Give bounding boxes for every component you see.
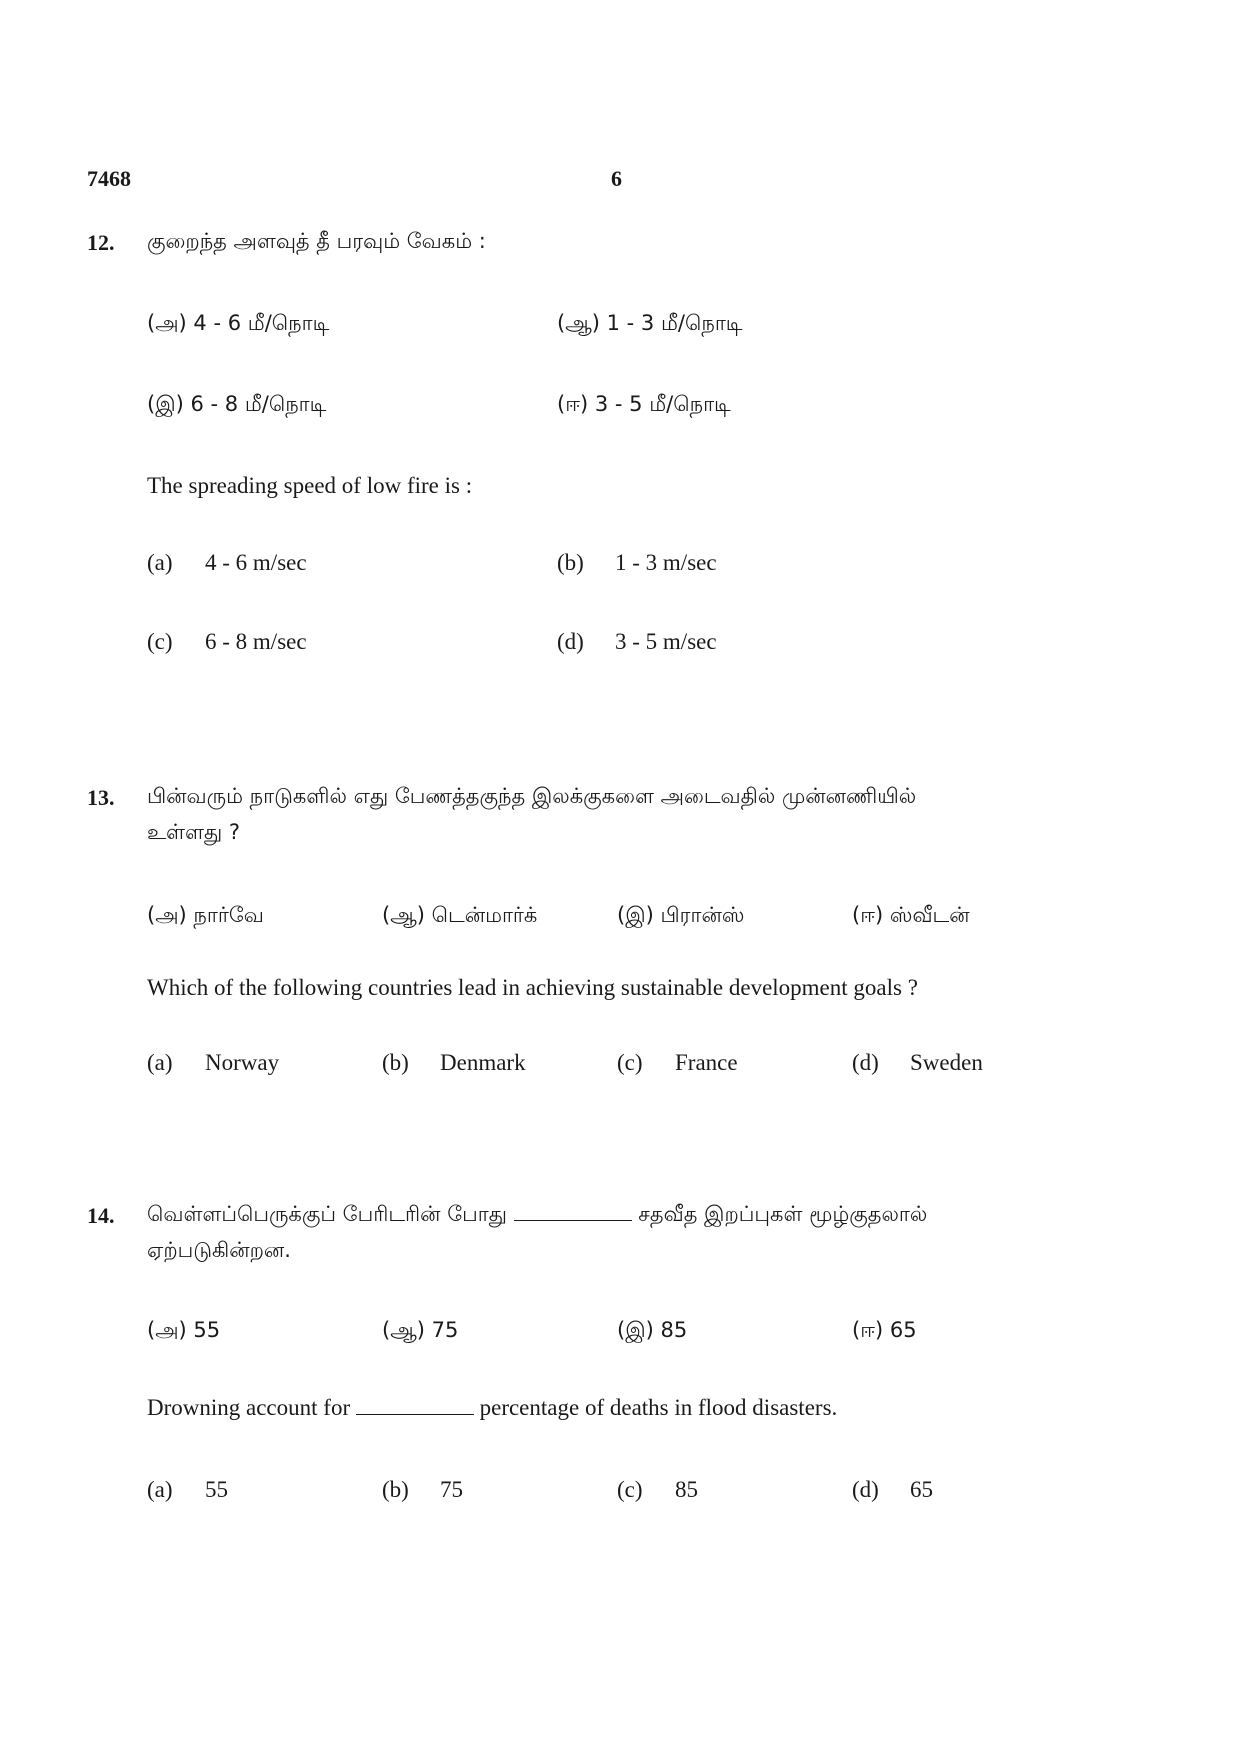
option-label: (c) (617, 1477, 643, 1502)
question-text-part1: Drowning account for (147, 1395, 351, 1420)
option-label: (அ) (147, 1318, 187, 1342)
option-text: டென்மார்க் (431, 903, 538, 927)
option-label: (b) (382, 1477, 409, 1502)
option-label: (ஆ) (382, 903, 425, 927)
answer-blank (514, 1204, 632, 1221)
question-number: 12. (87, 230, 115, 255)
option-label: (ஆ) (382, 1318, 425, 1342)
option-text: 65 (889, 1318, 917, 1342)
option-a-tamil (147, 903, 264, 930)
page-number: 6 (611, 166, 622, 191)
question-text-part1: வெள்ளப்பெருக்குப் பேரிடரின் போது (147, 1202, 507, 1226)
option-a-tamil (147, 1318, 220, 1345)
option-text: 6 - 8 மீ/நொடி (190, 392, 327, 416)
option-label: (இ) (617, 1318, 654, 1342)
option-label: (ஈ) (852, 1318, 884, 1342)
option-b-english (382, 1050, 526, 1076)
option-label: (அ) (147, 311, 187, 335)
option-b-english (557, 550, 717, 576)
question-text-part2: percentage of deaths in flood disasters. (479, 1395, 838, 1420)
option-text: பிரான்ஸ் (660, 903, 745, 927)
question-text-tamil-line1 (147, 1202, 927, 1229)
option-c-english (617, 1050, 738, 1076)
option-c-tamil (147, 392, 326, 419)
option-label: (அ) (147, 903, 187, 927)
question-text-english (147, 1395, 837, 1421)
question-number: 13. (87, 785, 115, 810)
option-text: நார்வே (193, 903, 264, 927)
option-b-english (382, 1477, 463, 1503)
option-text: 65 (910, 1477, 933, 1502)
option-label: (a) (147, 550, 173, 575)
option-label: (இ) (617, 903, 654, 927)
option-label: (c) (147, 629, 173, 654)
option-text: Sweden (910, 1050, 983, 1075)
option-text: 6 - 8 m/sec (205, 629, 307, 654)
option-label: (c) (617, 1050, 643, 1075)
option-label: (இ) (147, 392, 184, 416)
option-text: 85 (660, 1318, 688, 1342)
option-label: (d) (852, 1050, 879, 1075)
option-text: 75 (431, 1318, 459, 1342)
option-d-tamil (852, 903, 970, 930)
option-label: (d) (852, 1477, 879, 1502)
option-text: 85 (675, 1477, 698, 1502)
option-d-tamil (557, 392, 731, 419)
question-text-english: Which of the following countries lead in achieving sustainable development goals ? (147, 975, 918, 1000)
option-text: 4 - 6 m/sec (205, 550, 307, 575)
option-text: 1 - 3 m/sec (615, 550, 717, 575)
option-label: (b) (382, 1050, 409, 1075)
option-text: 55 (193, 1318, 221, 1342)
option-d-english (852, 1477, 933, 1503)
option-label: (ஈ) (557, 392, 589, 416)
question-text-tamil-line1: பின்வரும் நாடுகளில் எது பேணத்தகுந்த இலக்குகளை அடைவதில் முன்னணியில் (147, 784, 917, 808)
option-a-tamil (147, 311, 329, 338)
option-a-english (147, 550, 307, 576)
option-text: 3 - 5 மீ/நொடி (594, 392, 731, 416)
question-text-tamil-line2: ஏற்படுகின்றன. (147, 1238, 291, 1262)
option-c-english (147, 629, 307, 655)
option-label: (ஈ) (852, 903, 884, 927)
option-a-english (147, 1050, 279, 1076)
option-text: 4 - 6 மீ/நொடி (193, 311, 330, 335)
question-text-part2: சதவீத இறப்புகள் மூழ்குதலால் (638, 1202, 928, 1226)
option-label: (ஆ) (557, 311, 600, 335)
option-label: (a) (147, 1477, 173, 1502)
question-text-english: The spreading speed of low fire is : (147, 473, 473, 498)
option-c-tamil (617, 903, 744, 930)
option-text: 55 (205, 1477, 228, 1502)
option-text: 3 - 5 m/sec (615, 629, 717, 654)
option-b-tamil (382, 1318, 458, 1345)
option-label: (a) (147, 1050, 173, 1075)
paper-code: 7468 (87, 166, 131, 191)
option-text: France (675, 1050, 738, 1075)
option-b-tamil (557, 311, 743, 338)
answer-blank (356, 1396, 474, 1415)
option-text: 1 - 3 மீ/நொடி (606, 311, 743, 335)
option-text: 75 (440, 1477, 463, 1502)
option-d-tamil (852, 1318, 917, 1345)
question-number: 14. (87, 1203, 115, 1228)
option-label: (b) (557, 550, 584, 575)
option-label: (d) (557, 629, 584, 654)
option-d-english (557, 629, 717, 655)
question-text-tamil: குறைந்த அளவுத் தீ பரவும் வேகம் : (147, 229, 486, 253)
option-c-tamil (617, 1318, 687, 1345)
option-text: Denmark (440, 1050, 526, 1075)
option-text: ஸ்வீடன் (889, 903, 970, 927)
option-text: Norway (205, 1050, 280, 1075)
option-a-english (147, 1477, 228, 1503)
option-d-english (852, 1050, 983, 1076)
option-b-tamil (382, 903, 537, 930)
option-c-english (617, 1477, 698, 1503)
question-text-tamil-line2: உள்ளது ? (147, 820, 240, 844)
